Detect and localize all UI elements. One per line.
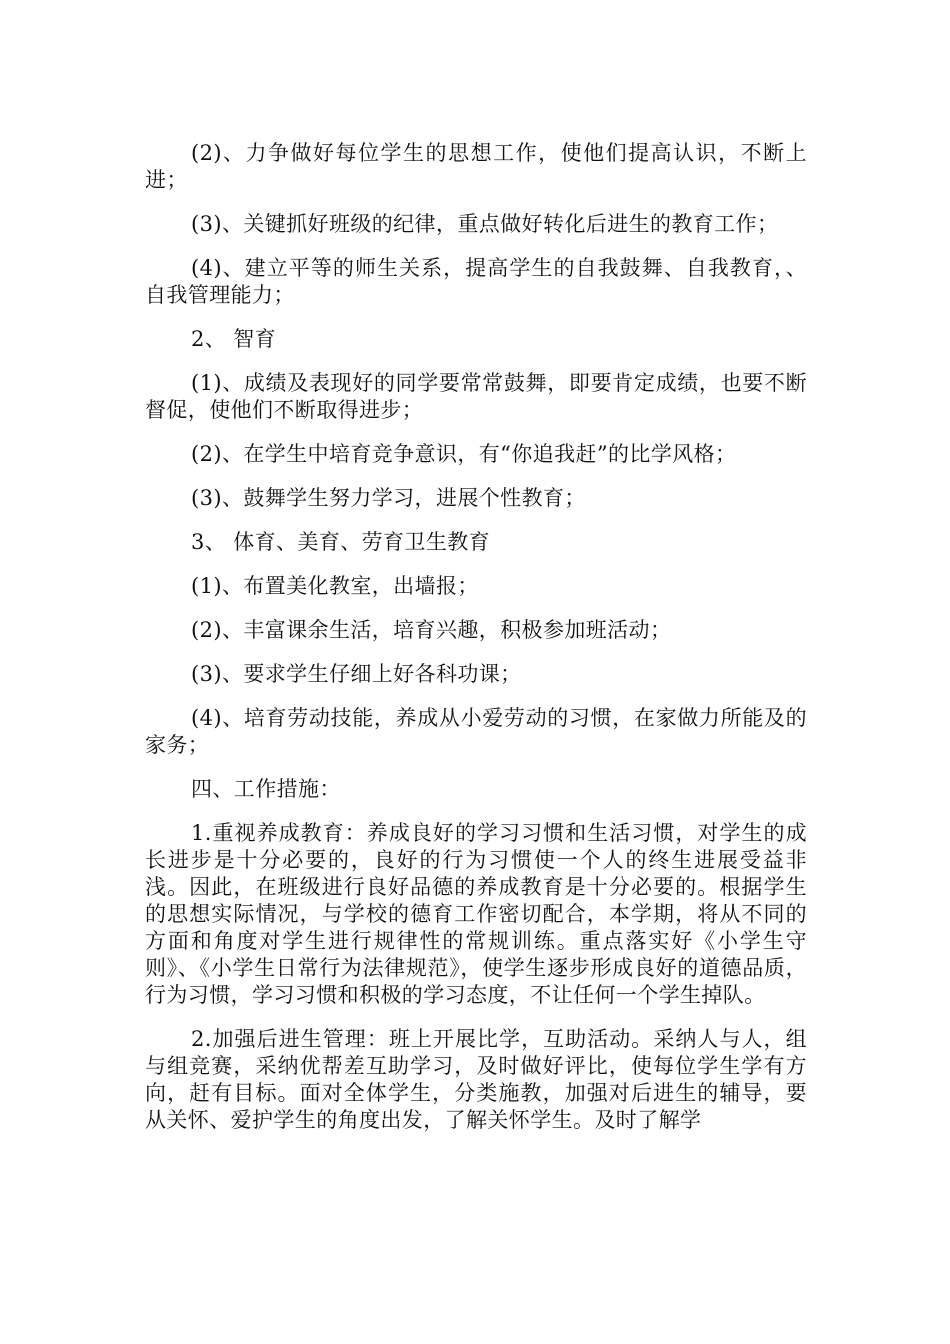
heading-physical-aesthetic-labor: 3、 体育、美育、劳育卫生教育	[191, 530, 491, 554]
paragraph-intellectual-3: (3)、鼓舞学生努力学习，进展个性教育；	[191, 486, 586, 510]
paragraph-moral-2: (2)、力争做好每位学生的思想工作，使他们提高认识，不断上进；	[145, 141, 807, 192]
paragraph-physical-2: (2)、丰富课余生活，培育兴趣，积极参加班活动；	[191, 618, 672, 642]
document-body	[145, 140, 807, 1151]
paragraph-intellectual-2: (2)、在学生中培育竞争意识，有“你追我赶”的比学风格；	[191, 442, 737, 466]
paragraph-physical-3: (3)、要求学生仔细上好各科功课；	[191, 662, 522, 686]
paragraph-measure-2: 2.加强后进生管理：班上开展比学，互助活动。采纳人与人，组与组竞赛，采纳优帮差互助学习，及时做好评比，使每位学生学有方向，赶有目标。面对全体学生，分类施教，加强对后进生的辅导，要从关怀、爱护学生的角度出发，了解关怀学生。及时了解学	[145, 1027, 807, 1132]
heading-work-measures: 四、工作措施：	[191, 777, 341, 801]
paragraph-physical-1: (1)、布置美化教室，出墙报；	[191, 574, 479, 598]
paragraph-measure-1: 1.重视养成教育：养成良好的学习习惯和生活习惯，对学生的成长进步是十分必要的，良好的行为习惯使一个人的终生进展受益非浅。因此，在班级进行良好品德的养成教育是十分必要的。根据学生的思想实际情况，与学校的德育工作密切配合，本学期，将从不同的方面和角度对学生进行规律性的常规训练。重点落实好《小学生守则》、《小学生日常行为法律规范》，使学生逐步形成良好的道德品质，行为习惯，学习习惯和积极的学习态度，不让任何一个学生掉队。	[145, 821, 807, 1007]
heading-intellectual: 2、 智育	[191, 327, 277, 351]
paragraph-physical-4: (4)、培育劳动技能，养成从小爱劳动的习惯，在家做力所能及的家务；	[145, 706, 807, 757]
paragraph-intellectual-1: (1)、成绩及表现好的同学要常常鼓舞，即要肯定成绩，也要不断督促，使他们不断取得进步；	[145, 371, 807, 422]
paragraph-moral-3: (3)、关键抓好班级的纪律，重点做好转化后进生的教育工作；	[191, 212, 779, 236]
paragraph-moral-4: (4)、建立平等的师生关系，提高学生的自我鼓舞、自我教育，、自我管理能力；	[145, 256, 807, 307]
